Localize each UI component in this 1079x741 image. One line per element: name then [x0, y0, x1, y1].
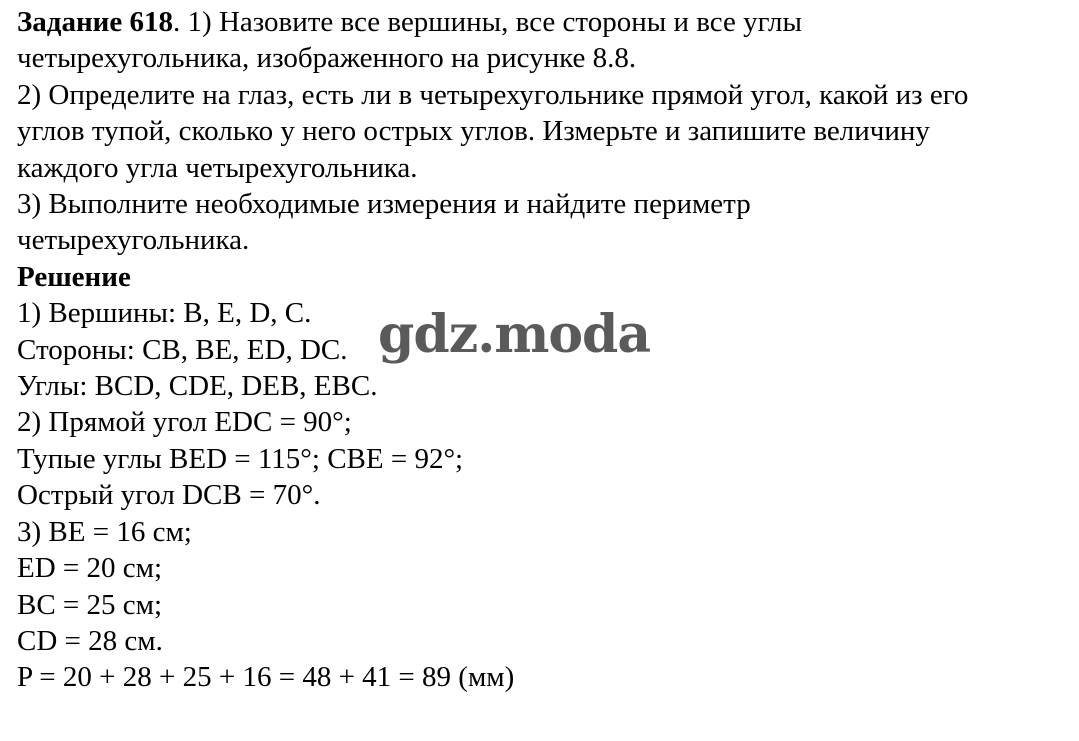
solution-line: Стороны: CB, BE, ED, DC. — [17, 333, 348, 366]
solution-line: 3) BE = 16 см; — [17, 515, 192, 548]
solution-line: BC = 25 см; — [17, 588, 163, 621]
task-line-5: каждого угла четырехугольника. — [17, 151, 418, 184]
solution-line: ED = 20 см; — [17, 552, 163, 585]
solution-line: Острый угол DCB = 70°. — [17, 479, 321, 512]
solution-line: CD = 28 см. — [17, 624, 163, 657]
task-line-4: углов тупой, сколько у него острых углов. Измерьте и запишите величину — [17, 115, 930, 148]
solution-line: 1) Вершины: B, E, D, C. — [17, 297, 312, 330]
solution-line: P = 20 + 28 + 25 + 16 = 48 + 41 = 89 (мм) — [17, 661, 515, 694]
solution-heading: Решение — [17, 260, 131, 293]
solution-line: 2) Прямой угол EDC = 90°; — [17, 406, 352, 439]
solution-line: Тупые углы BED = 115°; CBE = 92°; — [17, 442, 464, 475]
task-line-7: четырехугольника. — [17, 224, 250, 257]
task-line-6: 3) Выполните необходимые измерения и найдите периметр — [17, 188, 751, 221]
task-line-1 — [17, 4, 1075, 40]
solution-line: Углы: BCD, CDE, DEB, EBC. — [17, 370, 378, 403]
task-text: . 1) Назовите все вершины, все стороны и все углы — [173, 6, 802, 38]
task-line-3: 2) Определите на глаз, есть ли в четырехугольнике прямой угол, какой из его — [17, 78, 969, 111]
task-line-2: четырехугольника, изображенного на рисунке 8.8. — [17, 42, 637, 75]
watermark-logo: gdz.moda — [378, 304, 651, 365]
task-label: Задание 618 — [17, 6, 174, 38]
